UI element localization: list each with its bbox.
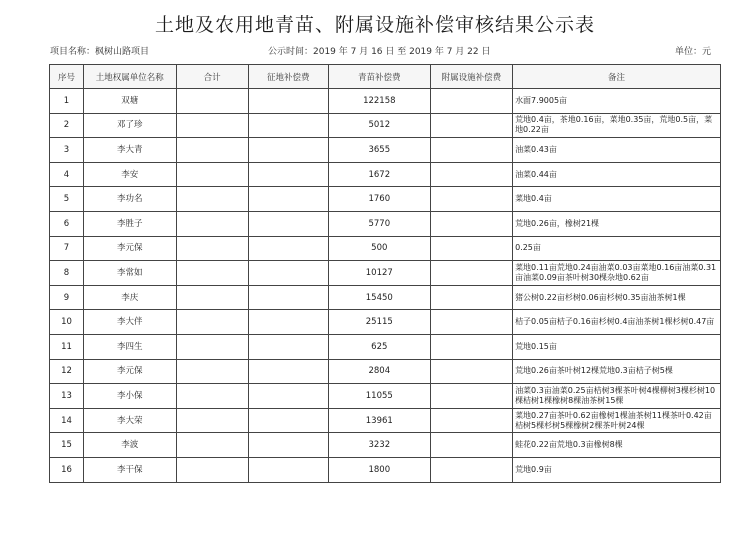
cell-owner: 李四生 [83, 334, 176, 359]
cell-total [176, 334, 248, 359]
cell-total [176, 113, 248, 138]
cell-note: 桔子0.05亩桔子0.16亩杉树0.4亩油茶树1棵杉树0.47亩 [513, 310, 721, 335]
cell-total [176, 89, 248, 114]
cell-crop-fee: 625 [328, 334, 430, 359]
cell-total [176, 408, 248, 433]
cell-note: 荒地0.9亩 [513, 457, 721, 482]
currency-unit: 单位：元 [675, 47, 712, 57]
cell-note: 0.25亩 [513, 236, 721, 261]
header-facility-fee: 附属设施补偿费 [430, 65, 512, 89]
cell-seq: 5 [50, 187, 84, 212]
cell-owner: 李大伴 [83, 310, 176, 335]
cell-note: 荒地0.15亩 [513, 334, 721, 359]
table-row [50, 433, 721, 458]
cell-facility-fee [430, 359, 512, 384]
meta-bar [0, 44, 750, 58]
cell-land-fee [248, 457, 328, 482]
cell-owner: 李功名 [83, 187, 176, 212]
cell-owner: 李元保 [83, 359, 176, 384]
cell-crop-fee: 10127 [328, 261, 430, 286]
cell-seq: 12 [50, 359, 84, 384]
cell-crop-fee: 13961 [328, 408, 430, 433]
table-row [50, 187, 721, 212]
cell-crop-fee: 1672 [328, 162, 430, 187]
cell-land-fee [248, 261, 328, 286]
cell-seq: 11 [50, 334, 84, 359]
cell-land-fee [248, 310, 328, 335]
header-land-fee: 征地补偿费 [248, 65, 328, 89]
cell-facility-fee [430, 187, 512, 212]
cell-total [176, 187, 248, 212]
page-title: 土地及农用地青苗、附属设施补偿审核结果公示表 [154, 14, 595, 36]
cell-note: 荒地0.26亩，橡树21棵 [513, 211, 721, 236]
cell-seq: 6 [50, 211, 84, 236]
table-row [50, 138, 721, 163]
cell-crop-fee: 500 [328, 236, 430, 261]
cell-note: 油菜0.44亩 [513, 162, 721, 187]
cell-facility-fee [430, 433, 512, 458]
table-row [50, 113, 721, 138]
cell-seq: 1 [50, 89, 84, 114]
cell-facility-fee [430, 89, 512, 114]
publicity-period: 公示时间：2019 年 7 月 16 日 至 2019 年 7 月 22 日 [268, 47, 491, 57]
table-row [50, 236, 721, 261]
cell-total [176, 261, 248, 286]
table-row [50, 408, 721, 433]
cell-owner: 李干保 [83, 457, 176, 482]
cell-total [176, 211, 248, 236]
cell-facility-fee [430, 457, 512, 482]
cell-facility-fee [430, 261, 512, 286]
cell-facility-fee [430, 162, 512, 187]
cell-seq: 16 [50, 457, 84, 482]
project-name: 项目名称：枫树山路项目 [50, 47, 150, 57]
cell-land-fee [248, 211, 328, 236]
cell-land-fee [248, 433, 328, 458]
table-row [50, 359, 721, 384]
cell-facility-fee [430, 334, 512, 359]
compensation-table [49, 64, 721, 483]
cell-total [176, 236, 248, 261]
cell-facility-fee [430, 408, 512, 433]
cell-crop-fee: 11055 [328, 384, 430, 409]
cell-seq: 9 [50, 285, 84, 310]
cell-seq: 3 [50, 138, 84, 163]
cell-owner: 李元保 [83, 236, 176, 261]
table-row [50, 211, 721, 236]
cell-note: 荒地0.4亩，茶地0.16亩，菜地0.35亩，荒地0.5亩，菜地0.22亩 [513, 113, 721, 138]
header-seq: 序号 [50, 65, 84, 89]
table-row [50, 310, 721, 335]
cell-seq: 15 [50, 433, 84, 458]
cell-note: 水面7.9005亩 [513, 89, 721, 114]
cell-total [176, 457, 248, 482]
cell-owner: 李波 [83, 433, 176, 458]
cell-note: 猪公树0.22亩杉树0.06亩杉树0.35亩油茶树1棵 [513, 285, 721, 310]
cell-seq: 2 [50, 113, 84, 138]
cell-note: 油菜0.43亩 [513, 138, 721, 163]
cell-land-fee [248, 113, 328, 138]
header-note: 备注 [513, 65, 721, 89]
cell-facility-fee [430, 138, 512, 163]
cell-total [176, 433, 248, 458]
cell-seq: 4 [50, 162, 84, 187]
cell-note: 荒地0.26亩茶叶树12棵荒地0.3亩桔子树5棵 [513, 359, 721, 384]
header-total: 合计 [176, 65, 248, 89]
cell-facility-fee [430, 384, 512, 409]
cell-crop-fee: 25115 [328, 310, 430, 335]
cell-land-fee [248, 384, 328, 409]
cell-total [176, 162, 248, 187]
cell-owner: 李胜子 [83, 211, 176, 236]
cell-land-fee [248, 236, 328, 261]
cell-land-fee [248, 89, 328, 114]
cell-seq: 8 [50, 261, 84, 286]
cell-note: 油菜0.3亩油菜0.25亩桔树3棵茶叶树4棵柳树3棵杉树10棵桔树1棵橡树8棵油茶树15棵 [513, 384, 721, 409]
cell-crop-fee: 5770 [328, 211, 430, 236]
cell-crop-fee: 2804 [328, 359, 430, 384]
cell-facility-fee [430, 236, 512, 261]
table-row [50, 457, 721, 482]
table-row [50, 285, 721, 310]
cell-crop-fee: 3655 [328, 138, 430, 163]
cell-owner: 李小保 [83, 384, 176, 409]
cell-seq: 14 [50, 408, 84, 433]
cell-crop-fee: 3232 [328, 433, 430, 458]
table-row [50, 384, 721, 409]
cell-crop-fee: 15450 [328, 285, 430, 310]
cell-facility-fee [430, 285, 512, 310]
cell-facility-fee [430, 310, 512, 335]
cell-total [176, 359, 248, 384]
cell-total [176, 285, 248, 310]
cell-land-fee [248, 408, 328, 433]
cell-crop-fee: 5012 [328, 113, 430, 138]
table-row [50, 162, 721, 187]
cell-seq: 10 [50, 310, 84, 335]
cell-land-fee [248, 285, 328, 310]
cell-owner: 李安 [83, 162, 176, 187]
cell-crop-fee: 1800 [328, 457, 430, 482]
cell-crop-fee: 1760 [328, 187, 430, 212]
table-header-row [50, 65, 721, 89]
cell-land-fee [248, 187, 328, 212]
cell-owner: 双塘 [83, 89, 176, 114]
cell-land-fee [248, 334, 328, 359]
cell-facility-fee [430, 113, 512, 138]
cell-total [176, 310, 248, 335]
cell-total [176, 384, 248, 409]
cell-facility-fee [430, 211, 512, 236]
cell-owner: 李大青 [83, 138, 176, 163]
table-row [50, 334, 721, 359]
cell-land-fee [248, 359, 328, 384]
cell-total [176, 138, 248, 163]
cell-seq: 13 [50, 384, 84, 409]
cell-crop-fee: 122158 [328, 89, 430, 114]
table-row [50, 261, 721, 286]
header-crop-fee: 青苗补偿费 [328, 65, 430, 89]
cell-owner: 李常如 [83, 261, 176, 286]
cell-owner: 邓了珍 [83, 113, 176, 138]
cell-land-fee [248, 162, 328, 187]
cell-owner: 李大荣 [83, 408, 176, 433]
cell-land-fee [248, 138, 328, 163]
cell-note: 菜地0.4亩 [513, 187, 721, 212]
cell-note: 菜地0.11亩荒地0.24亩油菜0.03亩菜地0.16亩油菜0.31亩油菜0.09亩茶叶树30棵杂地0.62亩 [513, 261, 721, 286]
cell-owner: 李庆 [83, 285, 176, 310]
cell-note: 菜地0.27亩茶叶0.62亩橡树1棵油茶树11棵茶叶0.42亩桔树5棵杉树5棵橡树2棵茶叶树24棵 [513, 408, 721, 433]
table-row [50, 89, 721, 114]
cell-seq: 7 [50, 236, 84, 261]
cell-note: 蛙花0.22亩荒地0.3亩橡树8棵 [513, 433, 721, 458]
header-owner: 土地权属单位名称 [83, 65, 176, 89]
